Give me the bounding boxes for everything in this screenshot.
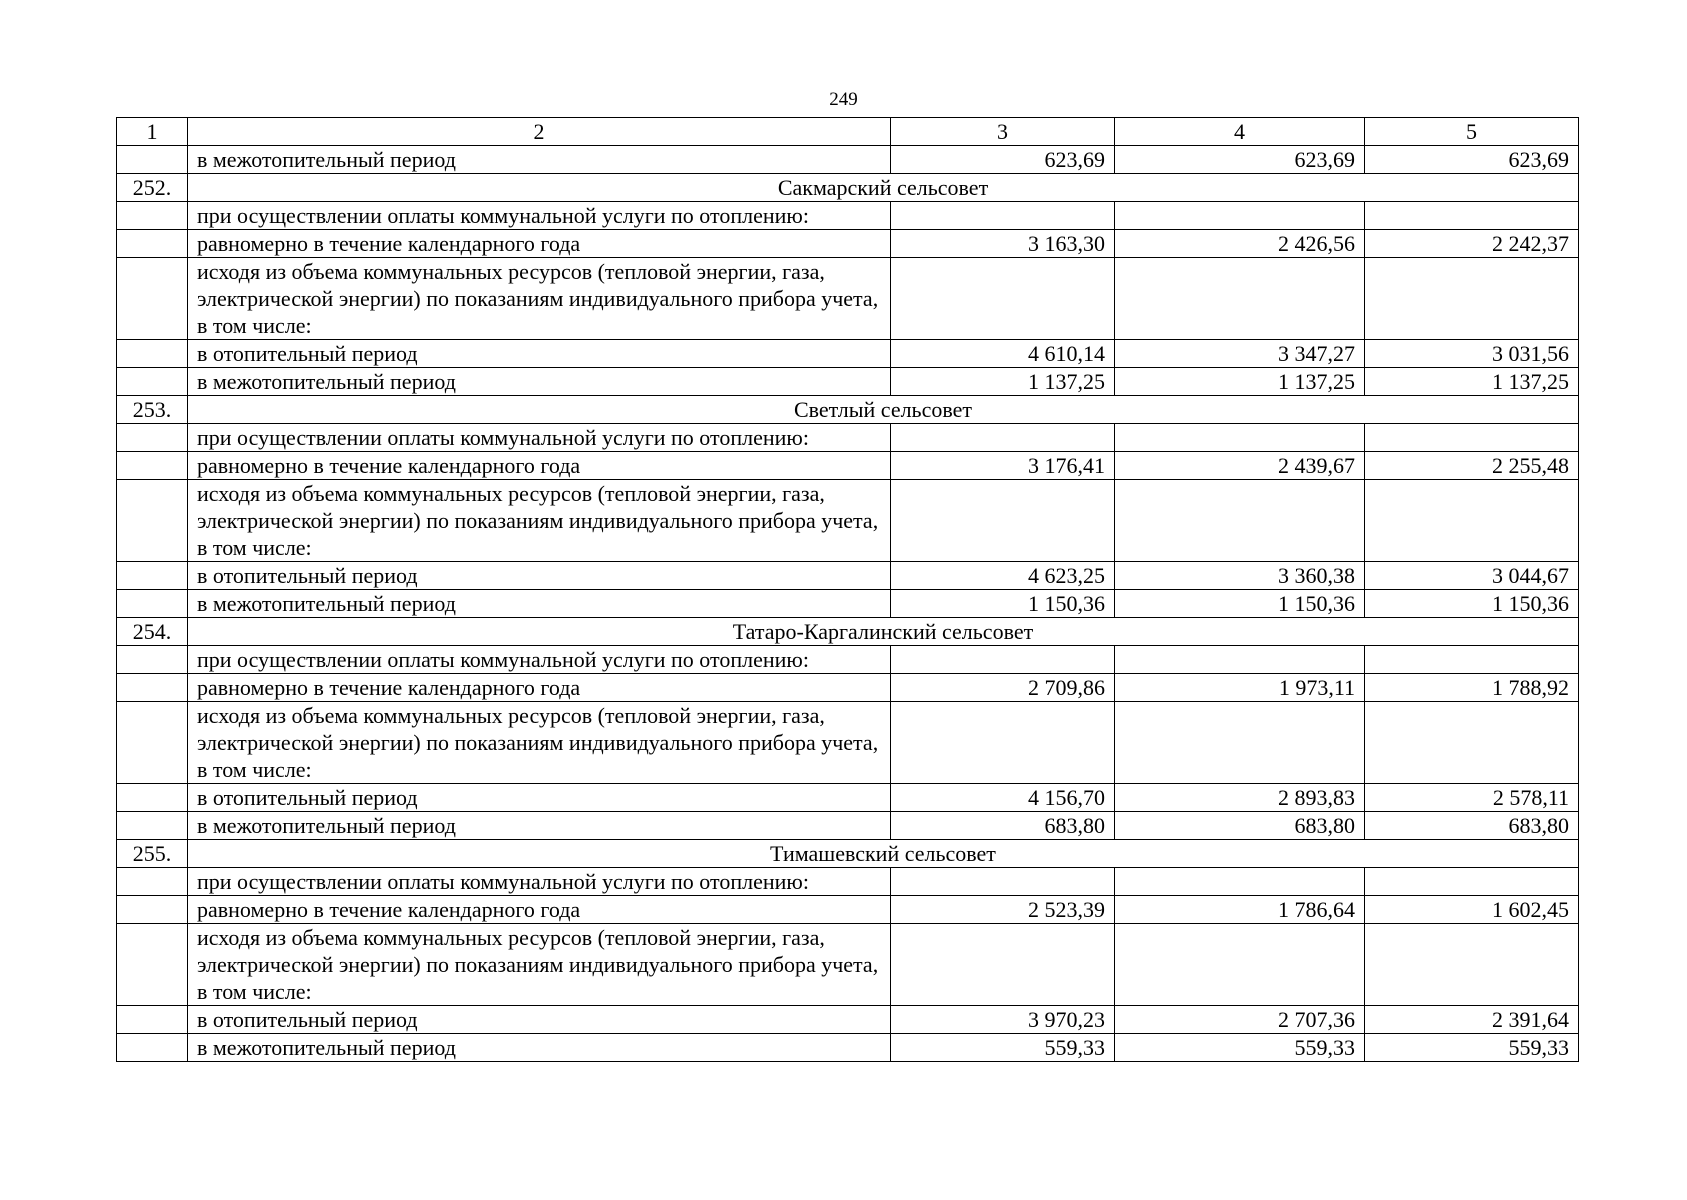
value-col-3 <box>891 646 1115 674</box>
value-col-3: 3 163,30 <box>891 230 1115 258</box>
header-cell-4: 4 <box>1115 118 1365 146</box>
value-col-4 <box>1115 202 1365 230</box>
value-col-5: 2 255,48 <box>1365 452 1579 480</box>
value-col-4 <box>1115 480 1365 562</box>
row-label: при осуществлении оплаты коммунальной услуги по отоплению: <box>188 424 891 452</box>
row-label: исходя из объема коммунальных ресурсов (тепловой энергии, газа, электрической энергии) по показаниям индивидуального прибора учета, в том числе: <box>188 480 891 562</box>
row-number: 253. <box>117 396 188 424</box>
value-col-5 <box>1365 868 1579 896</box>
table-row <box>117 368 1579 396</box>
value-col-5: 1 137,25 <box>1365 368 1579 396</box>
row-label: при осуществлении оплаты коммунальной услуги по отоплению: <box>188 868 891 896</box>
row-number: 252. <box>117 174 188 202</box>
row-label: в межотопительный период <box>188 368 891 396</box>
table-row <box>117 702 1579 784</box>
value-col-3: 2 523,39 <box>891 896 1115 924</box>
row-number <box>117 590 188 618</box>
value-col-5 <box>1365 202 1579 230</box>
row-label: в отопительный период <box>188 784 891 812</box>
value-col-4 <box>1115 258 1365 340</box>
section-row <box>117 840 1579 868</box>
row-number <box>117 368 188 396</box>
value-col-3 <box>891 868 1115 896</box>
section-title: Тимашевский сельсовет <box>188 840 1579 868</box>
value-col-4: 2 893,83 <box>1115 784 1365 812</box>
table-row <box>117 340 1579 368</box>
value-col-4: 3 347,27 <box>1115 340 1365 368</box>
table-row <box>117 590 1579 618</box>
table-row <box>117 784 1579 812</box>
row-label: равномерно в течение календарного года <box>188 452 891 480</box>
row-number: 254. <box>117 618 188 646</box>
value-col-4: 1 786,64 <box>1115 896 1365 924</box>
tariff-table <box>116 117 1579 1062</box>
page-number: 249 <box>829 89 858 110</box>
section-row <box>117 618 1579 646</box>
value-col-3: 4 610,14 <box>891 340 1115 368</box>
row-label: исходя из объема коммунальных ресурсов (тепловой энергии, газа, электрической энергии) по показаниям индивидуального прибора учета, в том числе: <box>188 924 891 1006</box>
table-row <box>117 452 1579 480</box>
row-number <box>117 646 188 674</box>
value-col-4: 623,69 <box>1115 146 1365 174</box>
table-row <box>117 202 1579 230</box>
value-col-5 <box>1365 480 1579 562</box>
table-row <box>117 146 1579 174</box>
row-label: в межотопительный период <box>188 812 891 840</box>
value-col-5: 2 242,37 <box>1365 230 1579 258</box>
value-col-5: 3 044,67 <box>1365 562 1579 590</box>
table-row <box>117 646 1579 674</box>
value-col-4: 559,33 <box>1115 1034 1365 1062</box>
value-col-5 <box>1365 646 1579 674</box>
value-col-4: 2 426,56 <box>1115 230 1365 258</box>
value-col-4 <box>1115 702 1365 784</box>
value-col-4: 2 439,67 <box>1115 452 1365 480</box>
row-label: в межотопительный период <box>188 590 891 618</box>
table-row <box>117 896 1579 924</box>
header-cell-2: 2 <box>188 118 891 146</box>
value-col-5 <box>1365 924 1579 1006</box>
row-label: исходя из объема коммунальных ресурсов (тепловой энергии, газа, электрической энергии) по показаниям индивидуального прибора учета, в том числе: <box>188 258 891 340</box>
header-row <box>117 118 1579 146</box>
value-col-3: 623,69 <box>891 146 1115 174</box>
value-col-5: 623,69 <box>1365 146 1579 174</box>
row-label: равномерно в течение календарного года <box>188 230 891 258</box>
row-label: исходя из объема коммунальных ресурсов (тепловой энергии, газа, электрической энергии) по показаниям индивидуального прибора учета, в том числе: <box>188 702 891 784</box>
table-row <box>117 480 1579 562</box>
value-col-5 <box>1365 258 1579 340</box>
value-col-3: 2 709,86 <box>891 674 1115 702</box>
value-col-4: 1 150,36 <box>1115 590 1365 618</box>
value-col-3: 3 176,41 <box>891 452 1115 480</box>
row-number <box>117 1006 188 1034</box>
header-cell-1: 1 <box>117 118 188 146</box>
value-col-4: 3 360,38 <box>1115 562 1365 590</box>
row-number <box>117 674 188 702</box>
value-col-4: 1 973,11 <box>1115 674 1365 702</box>
row-number <box>117 868 188 896</box>
section-row <box>117 174 1579 202</box>
value-col-5: 1 602,45 <box>1365 896 1579 924</box>
value-col-3: 1 137,25 <box>891 368 1115 396</box>
row-label: в отопительный период <box>188 562 891 590</box>
table-row <box>117 924 1579 1006</box>
row-number <box>117 146 188 174</box>
value-col-3 <box>891 202 1115 230</box>
section-row <box>117 396 1579 424</box>
value-col-5: 559,33 <box>1365 1034 1579 1062</box>
row-number <box>117 562 188 590</box>
value-col-4: 683,80 <box>1115 812 1365 840</box>
row-number <box>117 424 188 452</box>
section-title: Сакмарский сельсовет <box>188 174 1579 202</box>
row-number: 255. <box>117 840 188 868</box>
value-col-3 <box>891 702 1115 784</box>
row-label: в отопительный период <box>188 1006 891 1034</box>
value-col-4 <box>1115 424 1365 452</box>
value-col-5: 1 150,36 <box>1365 590 1579 618</box>
value-col-3: 683,80 <box>891 812 1115 840</box>
value-col-3: 4 156,70 <box>891 784 1115 812</box>
value-col-5: 3 031,56 <box>1365 340 1579 368</box>
value-col-3 <box>891 424 1115 452</box>
table-row <box>117 424 1579 452</box>
row-number <box>117 480 188 562</box>
table-row <box>117 1006 1579 1034</box>
row-number <box>117 896 188 924</box>
section-title: Светлый сельсовет <box>188 396 1579 424</box>
row-number <box>117 258 188 340</box>
value-col-5: 2 578,11 <box>1365 784 1579 812</box>
value-col-4 <box>1115 924 1365 1006</box>
value-col-3: 559,33 <box>891 1034 1115 1062</box>
row-label: в отопительный период <box>188 340 891 368</box>
row-number <box>117 924 188 1006</box>
value-col-4: 1 137,25 <box>1115 368 1365 396</box>
section-title: Татаро-Каргалинский сельсовет <box>188 618 1579 646</box>
row-number <box>117 230 188 258</box>
row-number <box>117 1034 188 1062</box>
value-col-5 <box>1365 702 1579 784</box>
table-row <box>117 1034 1579 1062</box>
table-body <box>117 146 1579 1062</box>
value-col-3 <box>891 924 1115 1006</box>
value-col-3: 1 150,36 <box>891 590 1115 618</box>
table-row <box>117 230 1579 258</box>
row-label: равномерно в течение календарного года <box>188 674 891 702</box>
value-col-3 <box>891 258 1115 340</box>
row-label: при осуществлении оплаты коммунальной услуги по отоплению: <box>188 202 891 230</box>
row-number <box>117 340 188 368</box>
value-col-3: 3 970,23 <box>891 1006 1115 1034</box>
header-cell-3: 3 <box>891 118 1115 146</box>
value-col-5: 2 391,64 <box>1365 1006 1579 1034</box>
row-number <box>117 812 188 840</box>
row-label: в межотопительный период <box>188 146 891 174</box>
row-number <box>117 784 188 812</box>
row-number <box>117 202 188 230</box>
row-label: в межотопительный период <box>188 1034 891 1062</box>
value-col-4 <box>1115 646 1365 674</box>
row-label: при осуществлении оплаты коммунальной услуги по отоплению: <box>188 646 891 674</box>
value-col-4 <box>1115 868 1365 896</box>
row-label: равномерно в течение календарного года <box>188 896 891 924</box>
table-row <box>117 868 1579 896</box>
value-col-5: 1 788,92 <box>1365 674 1579 702</box>
table-row <box>117 674 1579 702</box>
row-number <box>117 702 188 784</box>
value-col-5 <box>1365 424 1579 452</box>
header-cell-5: 5 <box>1365 118 1579 146</box>
table-row <box>117 258 1579 340</box>
value-col-4: 2 707,36 <box>1115 1006 1365 1034</box>
value-col-5: 683,80 <box>1365 812 1579 840</box>
row-number <box>117 452 188 480</box>
value-col-3: 4 623,25 <box>891 562 1115 590</box>
table-row <box>117 812 1579 840</box>
table-row <box>117 562 1579 590</box>
value-col-3 <box>891 480 1115 562</box>
